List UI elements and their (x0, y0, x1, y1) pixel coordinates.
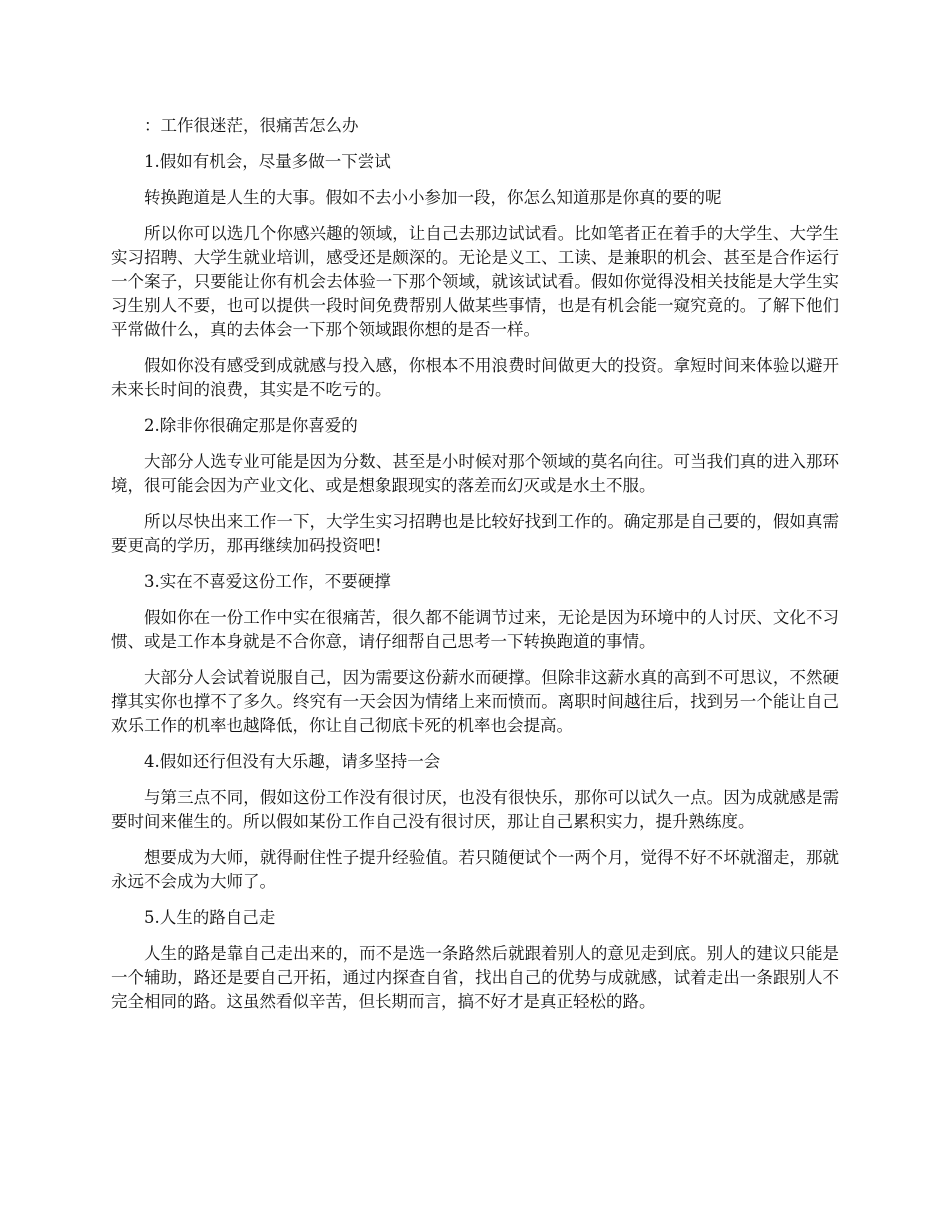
paragraph: 假如你在一份工作中实在很痛苦，很久都不能调节过来，无论是因为环境中的人讨厌、文化不习惯、或是工作本身就是不合你意，请仔细帮自己思考一下转换跑道的事情。 (111, 608, 839, 651)
paragraph: 大部分人会试着说服自己，因为需要这份薪水而硬撑。但除非这薪水真的高到不可思议，不然硬撑其实你也撑不了多久。终究有一天会因为情绪上来而愤而。离职时间越往后，找到另一个能让自己欢乐工作的机率也越降低，你让自己彻底卡死的机率也会提高。 (111, 668, 839, 735)
document-title: ：工作很迷茫，很痛苦怎么办 (144, 116, 359, 135)
paragraph: 人生的路是靠自己走出来的，而不是选一条路然后就跟着别人的意见走到底。别人的建议只能是一个辅助，路还是要自己开拓，通过内探查自省，找出自己的优势与成就感，试着走出一条跟别人不完全相同的路。这虽然看似辛苦，但长期而言，搞不好才是真正轻松的路。 (111, 944, 839, 1011)
paragraph: 想要成为大师，就得耐住性子提升经验值。若只随便试个一两个月，觉得不好不坏就溜走，那就永远不会成为大师了。 (111, 848, 839, 891)
paragraph: 转换跑道是人生的大事。假如不去小小参加一段，你怎么知道那是你真的要的呢 (144, 188, 722, 207)
paragraph: 与第三点不同，假如这份工作没有很讨厌，也没有很快乐，那你可以试久一点。因为成就感是需要时间来催生的。所以假如某份工作自己没有很讨厌，那让自己累积实力，提升熟练度。 (111, 788, 839, 831)
section-heading-1: 1.假如有机会，尽量多做一下尝试 (144, 152, 391, 171)
paragraph: 假如你没有感受到成就感与投入感，你根本不用浪费时间做更大的投资。拿短时间来体验以避开未来长时间的浪费，其实是不吃亏的。 (111, 356, 839, 399)
paragraph: 所以你可以选几个你感兴趣的领域，让自己去那边试试看。比如笔者正在着手的大学生、大学生实习招聘、大学生就业培训，感受还是颇深的。无论是义工、工读、是兼职的机会、甚至是合作运行一个案子，只要能让你有机会去体验一下那个领域，就该试试看。假如你觉得没相关技能是大学生实习生别人不要，也可以提供一段时间免费帮别人做某些事情，也是有机会能一窥究竟的。了解下他们平常做什么，真的去体会一下那个领域跟你想的是否一样。 (111, 224, 839, 339)
paragraph: 所以尽快出来工作一下，大学生实习招聘也是比较好找到工作的。确定那是自己要的，假如真需要更高的学历，那再继续加码投资吧! (111, 512, 839, 555)
section-heading-2: 2.除非你很确定那是你喜爱的 (144, 416, 358, 435)
section-heading-3: 3.实在不喜爱这份工作，不要硬撑 (144, 572, 391, 591)
section-heading-5: 5.人生的路自己走 (144, 908, 276, 927)
paragraph: 大部分人选专业可能是因为分数、甚至是小时候对那个领域的莫名向往。可当我们真的进入那环境，很可能会因为产业文化、或是想象跟现实的落差而幻灭或是水土不服。 (111, 452, 839, 495)
document-body (111, 114, 839, 1026)
section-heading-4: 4.假如还行但没有大乐趣，请多坚持一会 (144, 752, 441, 771)
